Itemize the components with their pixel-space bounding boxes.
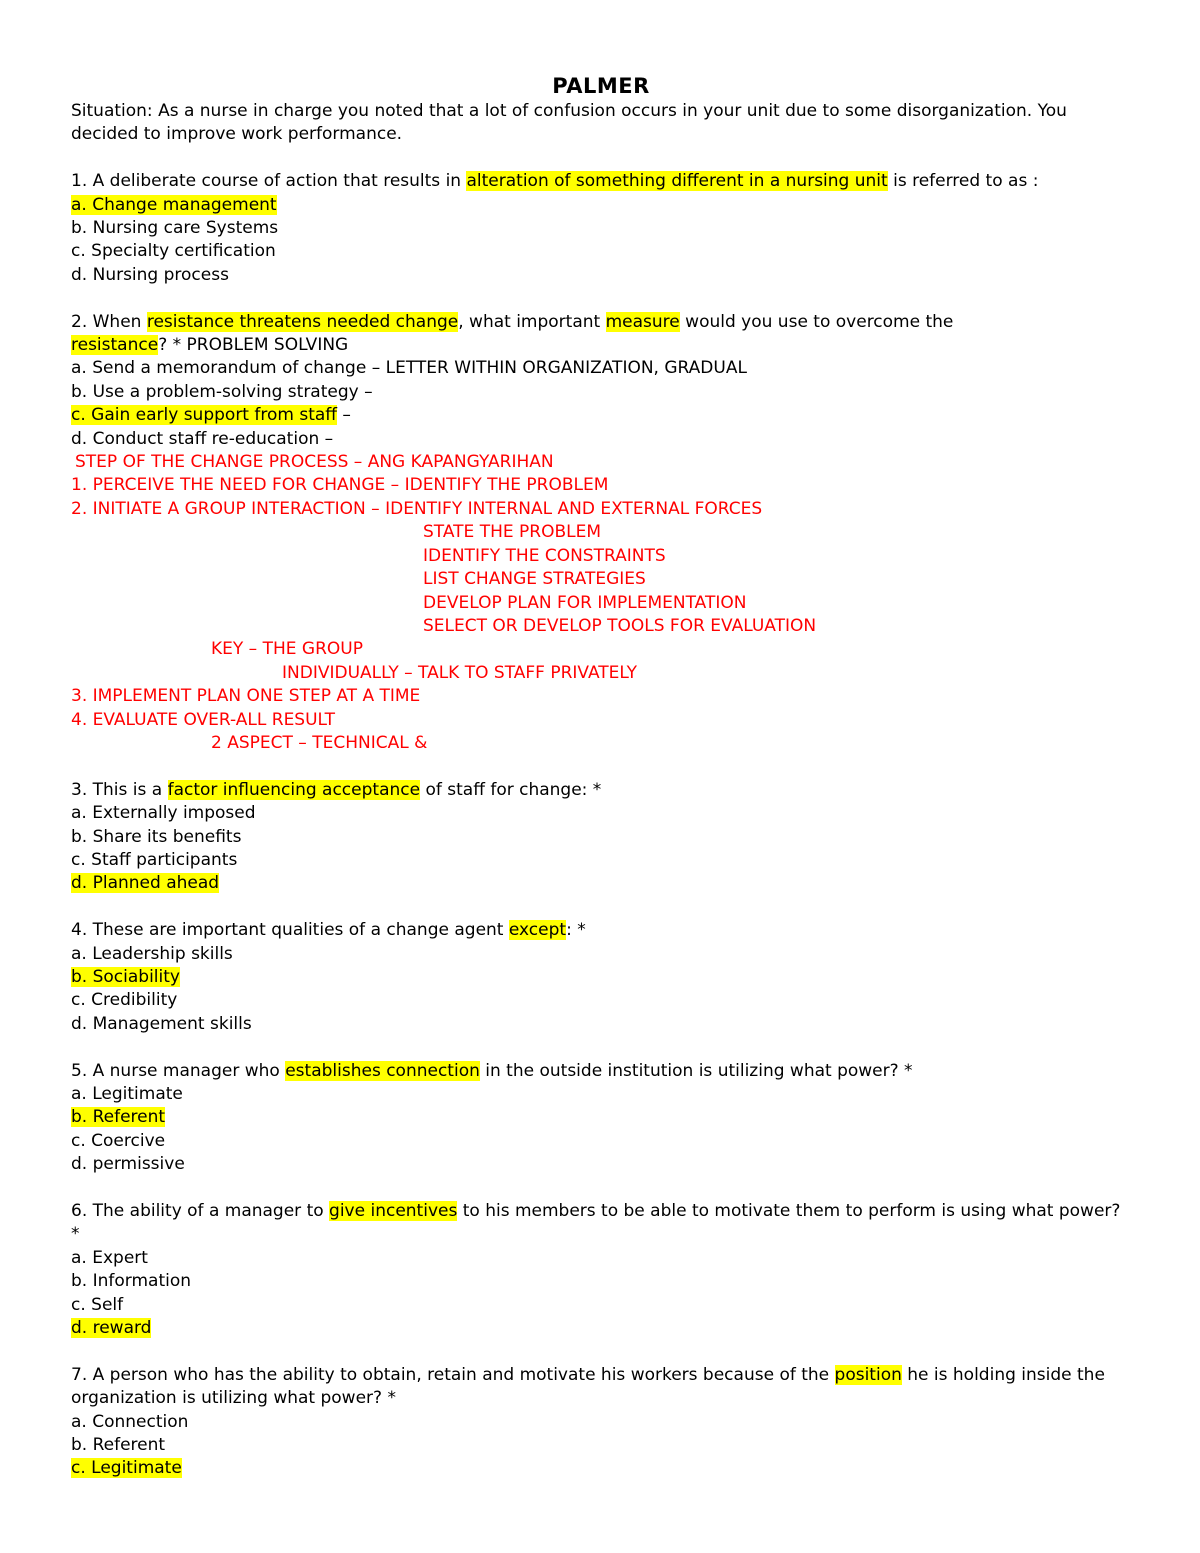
highlight: resistance threatens needed change	[146, 311, 459, 332]
highlight: measure	[605, 311, 680, 332]
option: b. Referent	[71, 1435, 166, 1456]
situation-text: Situation: As a nurse in charge you noted that a lot of confusion occurs in your unit due to some disorganization. You decided to improve work performance.	[71, 101, 1067, 145]
question-5: 5. A nurse manager who establishes connection in the outside institution is utilizing what power? *	[71, 1060, 913, 1081]
highlight: except	[508, 920, 567, 941]
option: c. Staff participants	[71, 849, 238, 870]
option: c. Coercive	[71, 1130, 166, 1151]
note-individually: INDIVIDUALLY – TALK TO STAFF PRIVATELY	[282, 662, 637, 683]
document-page	[71, 72, 1131, 1481]
question-3: 3. This is a factor influencing acceptance of staff for change: *	[71, 779, 602, 800]
option: d. Nursing process	[71, 264, 229, 285]
spacer	[71, 147, 1131, 170]
correct-answer: d. reward	[71, 1318, 152, 1339]
question-7: 7. A person who has the ability to obtain, retain and motivate his workers because of the position he is holding inside the organization is utilizing what power? *	[71, 1364, 1105, 1409]
note-step: 1. PERCEIVE THE NEED FOR CHANGE – IDENTIFY THE PROBLEM	[71, 475, 609, 496]
option: a. Connection	[71, 1411, 189, 1432]
highlight: factor influencing acceptance	[167, 779, 421, 800]
question-4: 4. These are important qualities of a change agent except: *	[71, 920, 586, 941]
note-substep: LIST CHANGE STRATEGIES	[423, 569, 646, 590]
option: b. Use a problem-solving strategy –	[71, 381, 373, 402]
correct-answer: c. Legitimate	[71, 1458, 182, 1479]
option: a. Leadership skills	[71, 943, 233, 964]
note-aspect: 2 ASPECT – TECHNICAL &	[211, 732, 428, 753]
spacer	[71, 1340, 1131, 1363]
question-6: 6. The ability of a manager to give incentives to his members to be able to motivate them to perform is using what power? *	[71, 1201, 1121, 1245]
option: d. Conduct staff re-education –	[71, 428, 334, 449]
highlight: alteration of something different in a nursing unit	[466, 171, 888, 192]
option: a. Legitimate	[71, 1083, 183, 1104]
question-2-cont: resistance? * PROBLEM SOLVING	[71, 335, 349, 356]
highlight: give incentives	[329, 1201, 458, 1221]
option-correct-row: c. Gain early support from staff –	[71, 405, 351, 426]
correct-answer: b. Sociability	[71, 966, 180, 987]
option: a. Expert	[71, 1247, 148, 1268]
option: b. Information	[71, 1271, 192, 1292]
highlight: position	[834, 1364, 902, 1385]
option: b. Share its benefits	[71, 826, 242, 847]
note-step: 4. EVALUATE OVER-ALL RESULT	[71, 709, 336, 730]
highlight: resistance	[71, 335, 159, 356]
option: c. Self	[71, 1294, 124, 1315]
spacer	[71, 287, 1131, 310]
option: a. Send a memorandum of change – LETTER WITHIN ORGANIZATION, GRADUAL	[71, 358, 747, 379]
spacer	[71, 1036, 1131, 1059]
note-step: 2. INITIATE A GROUP INTERACTION – IDENTIFY INTERNAL AND EXTERNAL FORCES	[71, 498, 763, 519]
note-key: KEY – THE GROUP	[211, 639, 363, 660]
correct-answer: c. Gain early support from staff	[71, 405, 337, 426]
notes-heading: STEP OF THE CHANGE PROCESS – ANG KAPANGYARIHAN	[75, 452, 554, 473]
question-2: 2. When resistance threatens needed change, what important measure would you use to overcome the	[71, 311, 954, 332]
option: b. Nursing care Systems	[71, 218, 279, 239]
question-1: 1. A deliberate course of action that results in alteration of something different in a nursing unit is referred to as :	[71, 171, 1039, 192]
note-substep: DEVELOP PLAN FOR IMPLEMENTATION	[423, 592, 747, 613]
option: c. Specialty certification	[71, 241, 276, 262]
correct-answer: d. Planned ahead	[71, 873, 220, 894]
spacer	[71, 1177, 1131, 1200]
highlight: establishes connection	[285, 1060, 480, 1081]
option: d. permissive	[71, 1154, 185, 1175]
correct-answer: a. Change management	[71, 194, 277, 215]
spacer	[71, 755, 1131, 778]
option: d. Management skills	[71, 1013, 252, 1034]
page-title: PALMER	[552, 74, 650, 98]
note-step: 3. IMPLEMENT PLAN ONE STEP AT A TIME	[71, 686, 421, 707]
option: c. Credibility	[71, 990, 178, 1011]
correct-answer: b. Referent	[71, 1107, 166, 1128]
note-substep: SELECT OR DEVELOP TOOLS FOR EVALUATION	[423, 615, 817, 636]
spacer	[71, 896, 1131, 919]
note-substep: IDENTIFY THE CONSTRAINTS	[423, 545, 666, 566]
note-substep: STATE THE PROBLEM	[423, 522, 601, 543]
option: a. Externally imposed	[71, 803, 256, 824]
